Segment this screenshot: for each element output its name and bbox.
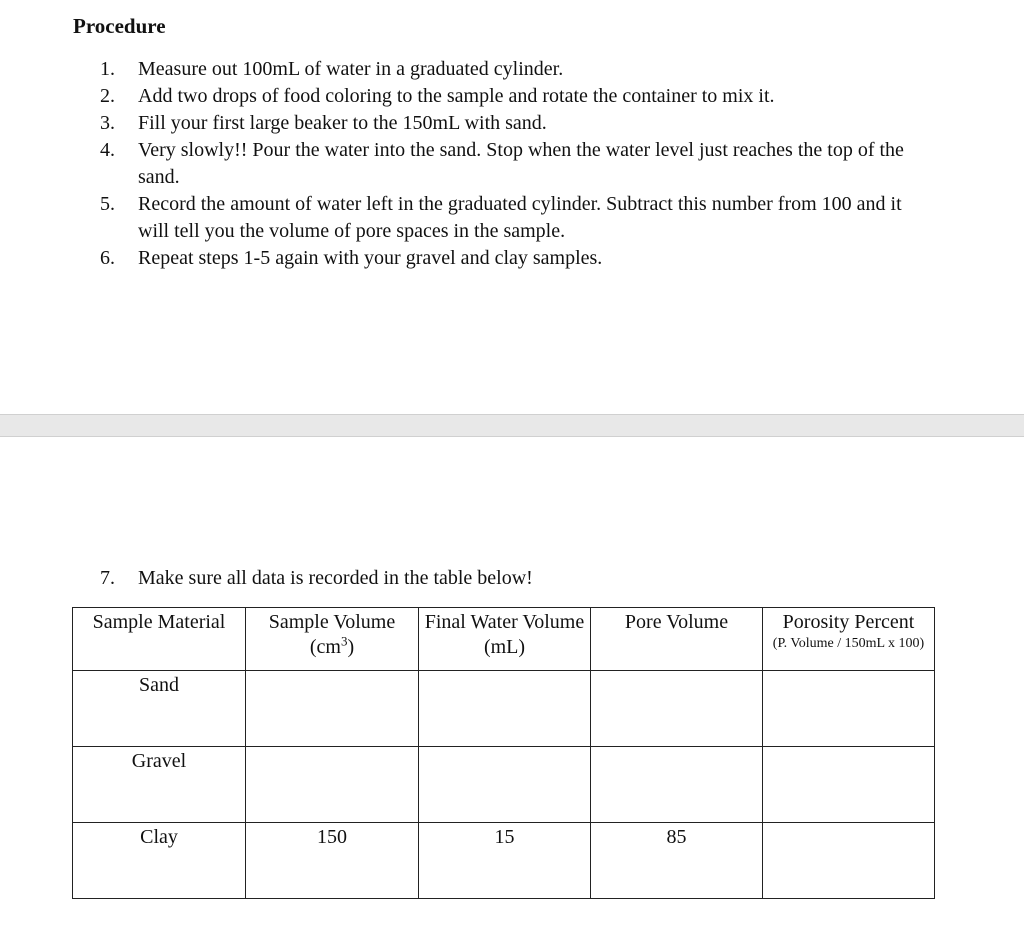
header-porosity-label: Porosity Percent <box>782 611 915 633</box>
step-text: Add two drops of food coloring to the sample and rotate the container to mix it. <box>138 85 775 107</box>
cell-material: Clay <box>73 823 246 899</box>
table-row <box>73 747 935 823</box>
procedure-heading: Procedure <box>73 14 166 38</box>
table-header-row <box>73 608 935 671</box>
step-text: Fill your first large beaker to the 150mL with sand. <box>138 112 547 134</box>
procedure-step <box>100 56 930 83</box>
header-sample-volume-label: Sample Volume <box>268 611 396 633</box>
cell-sample-volume[interactable]: 150 <box>246 823 419 899</box>
header-sample-volume <box>246 608 419 671</box>
header-sample-volume-unit: (cm <box>309 636 341 658</box>
cell-final-water[interactable] <box>419 747 591 823</box>
step-number: 5. <box>100 193 115 215</box>
cell-porosity[interactable] <box>763 823 935 899</box>
cell-sample-volume[interactable] <box>246 671 419 747</box>
procedure-step <box>100 83 930 110</box>
cell-final-water[interactable]: 15 <box>419 823 591 899</box>
step-text: Make sure all data is recorded in the table below! <box>138 567 533 589</box>
procedure-step-7 <box>100 565 533 592</box>
cell-material: Sand <box>73 671 246 747</box>
procedure-step <box>100 137 930 191</box>
step-number: 4. <box>100 139 115 161</box>
header-sample-volume-unit-close: ) <box>347 636 355 658</box>
cell-final-water[interactable] <box>419 671 591 747</box>
header-pore-volume: Pore Volume <box>591 608 763 671</box>
procedure-step <box>100 245 930 272</box>
step-text: Repeat steps 1-5 again with your gravel and clay samples. <box>138 247 603 269</box>
step-text: Very slowly!! Pour the water into the sand. Stop when the water level just reaches the top of the sand. <box>138 139 904 188</box>
cell-pore-volume[interactable]: 85 <box>591 823 763 899</box>
procedure-step <box>100 110 930 137</box>
header-final-water-volume: Final Water Volume (mL) <box>419 608 591 671</box>
table-row <box>73 671 935 747</box>
cell-material: Gravel <box>73 747 246 823</box>
header-porosity-percent <box>763 608 935 671</box>
step-number: 2. <box>100 85 115 107</box>
header-porosity-formula: (P. Volume / 150mL x 100) <box>772 636 925 651</box>
table-row <box>73 823 935 899</box>
step-text: Record the amount of water left in the graduated cylinder. Subtract this number from 100 and it will tell you the volume of pore spaces in the sample. <box>138 193 902 242</box>
cell-sample-volume[interactable] <box>246 747 419 823</box>
step-number: 3. <box>100 112 115 134</box>
page-divider <box>0 414 1024 437</box>
unit-superscript: 3 <box>340 633 348 649</box>
cell-pore-volume[interactable] <box>591 671 763 747</box>
step-number: 7. <box>100 567 115 589</box>
header-sample-material: Sample Material <box>73 608 246 671</box>
data-table <box>72 607 935 899</box>
procedure-list <box>100 56 930 272</box>
cell-porosity[interactable] <box>763 671 935 747</box>
step-number: 6. <box>100 247 115 269</box>
cell-pore-volume[interactable] <box>591 747 763 823</box>
cell-porosity[interactable] <box>763 747 935 823</box>
step-text: Measure out 100mL of water in a graduated cylinder. <box>138 58 564 80</box>
step-number: 1. <box>100 58 115 80</box>
procedure-step <box>100 191 930 245</box>
